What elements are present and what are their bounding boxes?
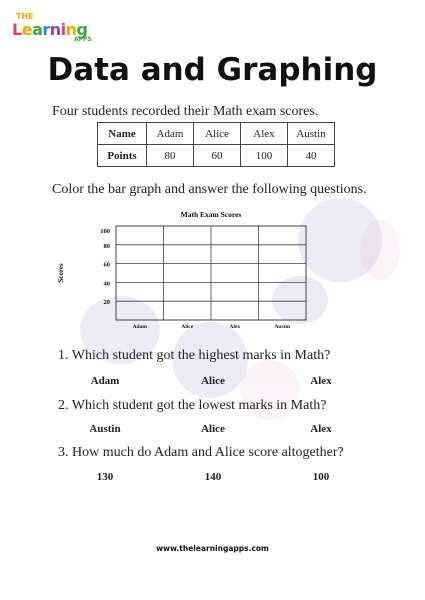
question-2: 2. Which student got the lowest marks in Math?	[58, 398, 327, 413]
footer-url: www.thelearningapps.com	[156, 544, 269, 553]
table-cell: Alice	[194, 123, 241, 145]
logo-letter: a	[32, 20, 43, 39]
answer-option[interactable]: Alex	[310, 423, 332, 435]
x-tick-label: Austin	[274, 324, 291, 330]
answer-option[interactable]: 130	[96, 471, 114, 483]
y-tick-label: 100	[100, 228, 110, 235]
logo-letter: r	[42, 20, 50, 39]
table-cell: Adam	[147, 123, 194, 145]
y-tick-label: 80	[103, 242, 110, 250]
answer-option[interactable]: Adam	[90, 375, 120, 387]
logo-letter: g	[76, 20, 88, 39]
logo-the: THE	[16, 12, 34, 21]
logo-letter: e	[21, 20, 33, 39]
y-axis-label: Scores	[57, 263, 65, 283]
intro-text: Four students recorded their Math exam scores.	[52, 104, 319, 119]
page-title: Data and Graphing	[47, 52, 378, 88]
answer-option[interactable]: 140	[204, 471, 222, 483]
table-header-name: Name	[98, 123, 147, 145]
logo-letter: n	[65, 20, 77, 39]
x-tick-label: Alice	[181, 324, 194, 330]
answer-option[interactable]: Alice	[201, 375, 225, 387]
logo-letter: L	[12, 20, 22, 39]
table-cell: 80	[147, 145, 194, 167]
y-tick-label: 60	[103, 261, 110, 269]
table-cell: 100	[241, 145, 288, 167]
question-3: 3. How much do Adam and Alice score altogether?	[58, 445, 344, 460]
table-cell: Alex	[241, 123, 288, 145]
y-tick-label: 40	[103, 280, 110, 288]
table-cell: 40	[288, 145, 335, 167]
answer-option[interactable]: Alex	[310, 375, 332, 387]
logo-letter: i	[60, 20, 66, 39]
x-tick-label: Adam	[132, 324, 147, 330]
instruction-text: Color the bar graph and answer the following questions.	[52, 182, 367, 197]
y-tick-label: 20	[103, 299, 110, 307]
table-cell: Austin	[288, 123, 335, 145]
table-cell: 60	[194, 145, 241, 167]
table-header-points: Points	[98, 145, 147, 167]
answer-option[interactable]: 100	[312, 471, 330, 483]
answer-option[interactable]: Austin	[89, 423, 121, 435]
logo-apps: APPS	[74, 36, 92, 43]
x-tick-label: Alex	[229, 324, 241, 330]
question-1: 1. Which student got the highest marks in Math?	[58, 348, 331, 363]
chart-title: Math Exam Scores	[180, 210, 242, 219]
answer-option[interactable]: Alice	[201, 423, 225, 435]
logo-letter: n	[49, 20, 61, 39]
